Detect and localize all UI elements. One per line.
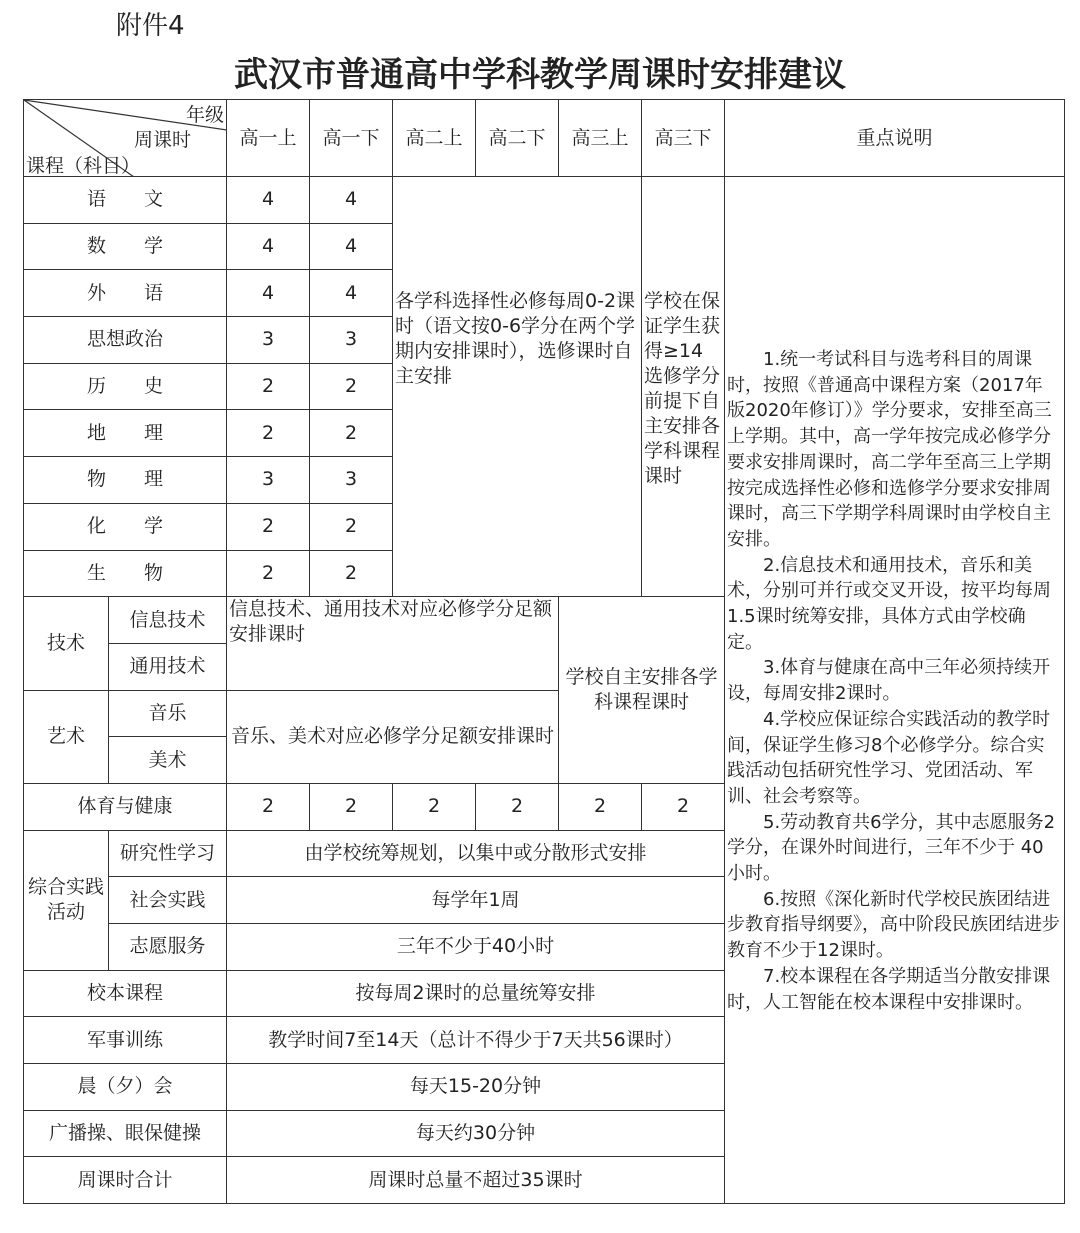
hours-cell: 2 <box>310 783 393 830</box>
hours-cell: 3 <box>310 457 393 504</box>
sub-course-name: 美术 <box>109 737 227 784</box>
subject-name: 体育与健康 <box>24 783 227 830</box>
sub-course-name: 音乐 <box>109 690 227 737</box>
row-text: 按每周2课时的总量统筹安排 <box>227 970 725 1017</box>
note-item: 4.学校应保证综合实践活动的教学时间，保证学生修习8个必修学分。综合实践活动包括研究性学习、党团活动、军训、社会考察等。 <box>727 708 1051 807</box>
hours-cell: 4 <box>227 223 310 270</box>
note-item: 5.劳动教育共6学分，其中志愿服务2 学分，在课外时间进行，三年不少于 40小时。 <box>727 811 1056 885</box>
sub-course-name: 社会实践 <box>109 877 227 924</box>
subject-name: 周课时合计 <box>24 1157 227 1204</box>
hours-cell: 2 <box>310 363 393 410</box>
note-item: 2.信息技术和通用技术，音乐和美术，分别可并行或交叉开设，按平均每周1.5课时统筹安排，具体方式由学校确定。 <box>727 554 1051 653</box>
subject-name: 军事训练 <box>24 1017 227 1064</box>
note-item: 7.校本课程在各学期适当分散安排课时，人工智能在校本课程中安排课时。 <box>727 965 1051 1013</box>
group-name-practice: 综合实践活动 <box>24 830 109 970</box>
hours-cell: 4 <box>310 270 393 317</box>
subject-name: 广播操、眼保健操 <box>24 1110 227 1157</box>
subject-name: 晨（夕）会 <box>24 1064 227 1111</box>
row-text: 周课时总量不超过35课时 <box>227 1157 725 1204</box>
sub-course-name: 信息技术 <box>109 597 227 644</box>
subject-name: 生 物 <box>24 550 227 597</box>
group-name-tech: 技术 <box>24 597 109 690</box>
diag-label-course: 课程（科目） <box>26 155 141 177</box>
diagonal-header-cell <box>24 100 227 177</box>
practice-text: 每学年1周 <box>227 877 725 924</box>
subject-name: 地 理 <box>24 410 227 457</box>
hours-cell: 2 <box>227 503 310 550</box>
hours-cell: 2 <box>310 550 393 597</box>
hours-cell: 2 <box>393 783 476 830</box>
sub-course-name: 研究性学习 <box>109 830 227 877</box>
note-item: 6.按照《深化新时代学校民族团结进步教育指导纲要》，高中阶段民族团结进步教育不少于12课时。 <box>727 888 1060 962</box>
subject-name: 语 文 <box>24 177 227 224</box>
sub-course-name: 志愿服务 <box>109 924 227 971</box>
grade-header: 高一上 <box>227 100 310 177</box>
hours-cell: 2 <box>476 783 559 830</box>
schedule-table <box>23 99 1065 1204</box>
grade-header: 高三上 <box>559 100 642 177</box>
table-row <box>24 177 1065 224</box>
notes-header: 重点说明 <box>725 100 1065 177</box>
hours-cell: 3 <box>227 457 310 504</box>
subject-name: 化 学 <box>24 503 227 550</box>
hours-cell: 4 <box>310 177 393 224</box>
grade-header: 高二下 <box>476 100 559 177</box>
senior3-merged-cell: 学校在保证学生获得≥14选修学分前提下自主安排各学科课程课时 <box>642 177 725 597</box>
grade-header: 高三下 <box>642 100 725 177</box>
subject-name: 校本课程 <box>24 970 227 1017</box>
group-name-arts: 艺术 <box>24 690 109 783</box>
arts-merged-cell: 音乐、美术对应必修学分足额安排课时 <box>227 690 559 783</box>
notes-cell <box>725 177 1065 1204</box>
subject-name: 数 学 <box>24 223 227 270</box>
practice-text: 三年不少于40小时 <box>227 924 725 971</box>
hours-cell: 2 <box>227 783 310 830</box>
note-item: 3.体育与健康在高中三年必须持续开设，每周安排2课时。 <box>727 657 1051 705</box>
row-text: 每天约30分钟 <box>227 1110 725 1157</box>
note-item: 1.统一考试科目与选考科目的周课时，按照《普通高中课程方案（2017年版2020年修订）》学分要求，安排至高三上学期。其中，高一学年按完成必修学分要求安排周课时，高二学年至高三上学期按完成选择性必修和选修学分要求安排周课时，高三下学期学科周课时由学校自主安排。 <box>727 349 1052 550</box>
hours-cell: 2 <box>227 410 310 457</box>
hours-cell: 3 <box>310 317 393 364</box>
elective-merged-cell: 各学科选择性必修每周0-2课时（语文按0-6学分在两个学期内安排课时），选修课时自主安排 <box>393 177 642 597</box>
hours-cell: 4 <box>310 223 393 270</box>
hours-cell: 2 <box>227 363 310 410</box>
hours-cell: 2 <box>227 550 310 597</box>
page-title: 武汉市普通高中学科教学周课时安排建议 <box>234 55 846 95</box>
hours-cell: 2 <box>642 783 725 830</box>
attachment-label: 附件4 <box>116 11 185 41</box>
hours-cell: 3 <box>227 317 310 364</box>
subject-name: 外 语 <box>24 270 227 317</box>
diag-label-grade: 年级 <box>185 104 224 126</box>
hours-cell: 2 <box>310 410 393 457</box>
grade-header: 高二上 <box>393 100 476 177</box>
tech-merged-cell: 信息技术、通用技术对应必修学分足额安排课时 <box>227 597 559 690</box>
subject-name: 历 史 <box>24 363 227 410</box>
subject-name: 思想政治 <box>24 317 227 364</box>
hours-cell: 4 <box>227 270 310 317</box>
practice-text: 由学校统筹规划，以集中或分散形式安排 <box>227 830 725 877</box>
grade-header: 高一下 <box>310 100 393 177</box>
hours-cell: 2 <box>310 503 393 550</box>
hours-cell: 2 <box>559 783 642 830</box>
header-row <box>24 100 1065 177</box>
row-text: 每天15-20分钟 <box>227 1064 725 1111</box>
subject-name: 物 理 <box>24 457 227 504</box>
diag-label-hours: 周课时 <box>134 129 192 151</box>
sub-course-name: 通用技术 <box>109 643 227 690</box>
hours-cell: 4 <box>227 177 310 224</box>
row-text: 教学时间7至14天（总计不得少于7天共56课时） <box>227 1017 725 1064</box>
senior3-tech-arts-cell: 学校自主安排各学科课程课时 <box>559 597 725 784</box>
